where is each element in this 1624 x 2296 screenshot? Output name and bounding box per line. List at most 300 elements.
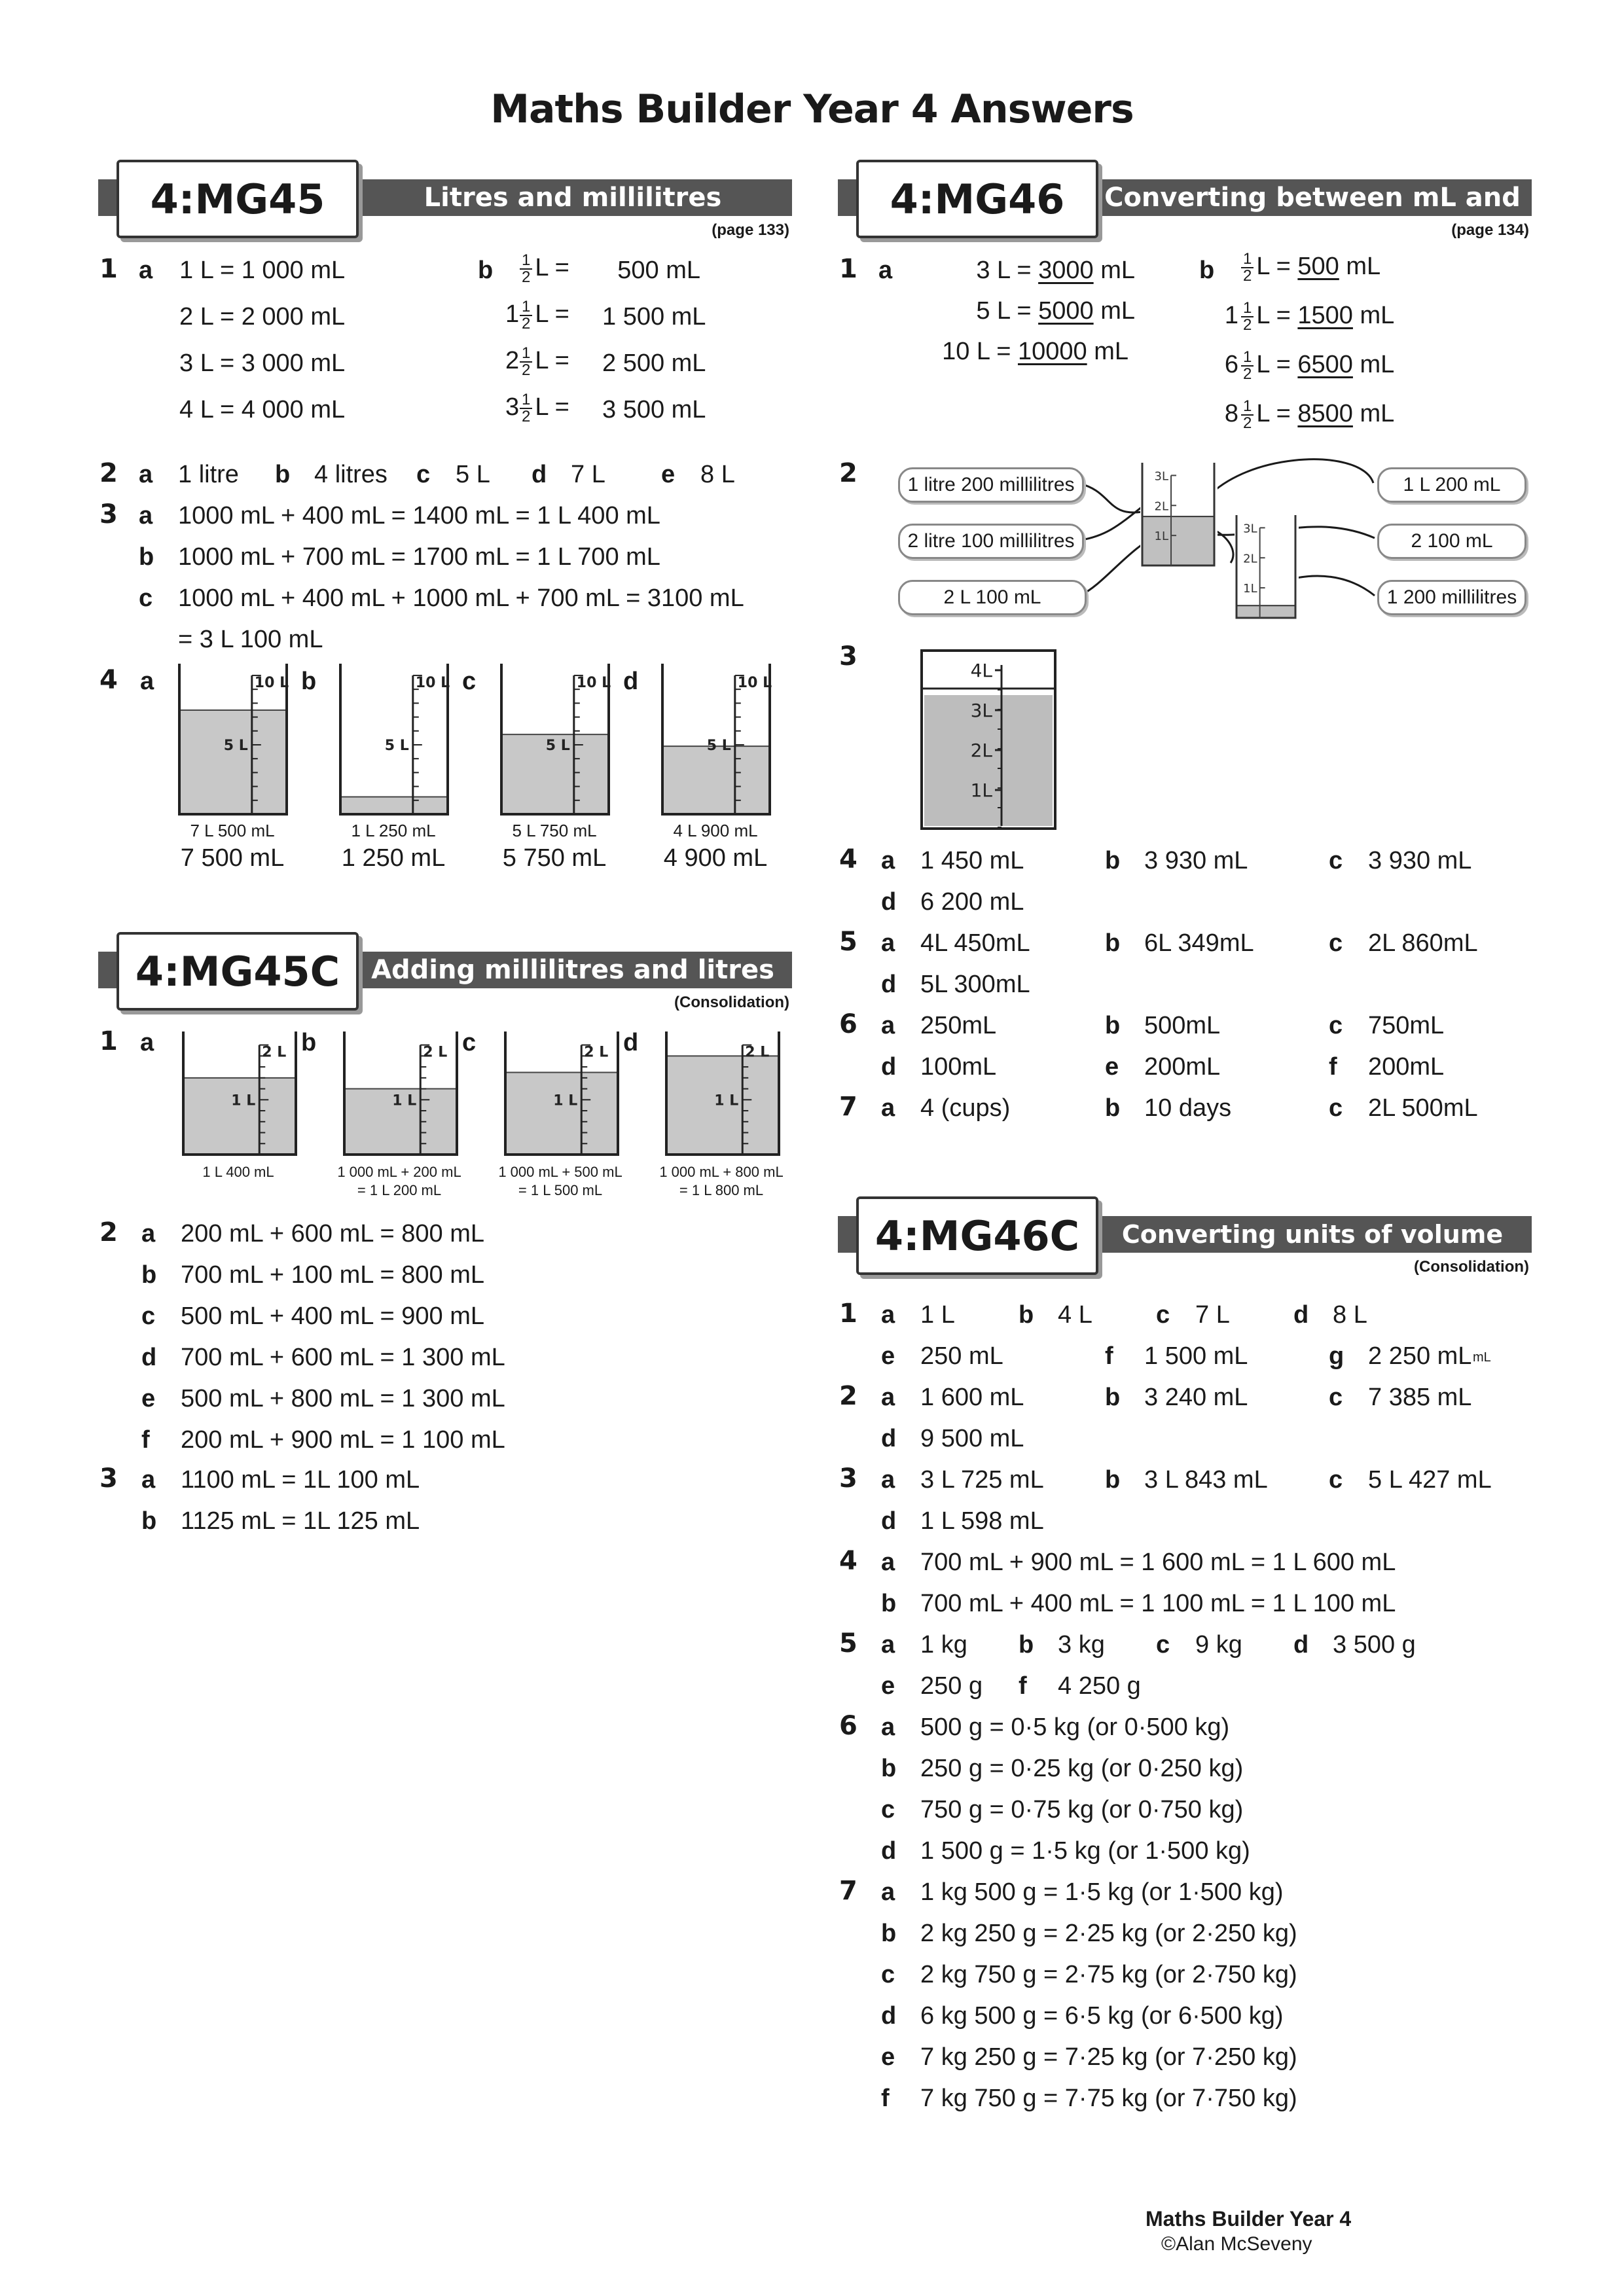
- answer-text: 7 500 mL: [180, 844, 285, 872]
- part-label: b: [301, 668, 317, 695]
- answer-value: 10000: [1017, 338, 1087, 365]
- section-code: 4:MG45C: [117, 932, 359, 1011]
- answer-value: 3000: [1038, 257, 1094, 284]
- answer-text: L =: [535, 347, 569, 375]
- answer-text: 7 385 mL: [1368, 1384, 1472, 1411]
- scale-label-mid: 5 L: [223, 737, 248, 754]
- answer-text: 200 mL + 900 mL = 1 100 mL: [181, 1426, 505, 1454]
- match-pill-right: 1 L 200 mL: [1377, 467, 1526, 503]
- answer-text: L =: [1256, 302, 1298, 330]
- page-title: Maths Builder Year 4 Answers: [490, 86, 1134, 132]
- part-label: c: [1329, 1012, 1343, 1039]
- part-label: f: [1019, 1672, 1027, 1700]
- answer-text: 700 mL + 100 mL = 800 mL: [181, 1261, 485, 1289]
- scale-label-mid: 1 L: [231, 1092, 256, 1109]
- page-reference: (page 133): [712, 221, 789, 239]
- part-label: e: [141, 1385, 156, 1412]
- part-label: c: [139, 584, 153, 612]
- part-label: d: [881, 1425, 897, 1452]
- answer-value: 6500: [1297, 351, 1353, 379]
- part-label: c: [462, 668, 477, 695]
- answer-value: 8500: [1297, 400, 1353, 428]
- match-pill-left: 1 litre 200 millilitres: [898, 467, 1084, 503]
- section-code: 4:MG45: [117, 160, 359, 238]
- question-number: 2: [99, 1217, 118, 1247]
- jug-caption: = 1 L 800 mL: [679, 1182, 764, 1198]
- footer-copyright: ©Alan McSeveny: [1161, 2233, 1312, 2255]
- answer-text: 4L 450mL: [920, 929, 1030, 957]
- answer-text: L =: [1256, 253, 1298, 281]
- answer-text: 3 500 g: [1333, 1631, 1416, 1659]
- answer-text: 9 kg: [1195, 1631, 1242, 1659]
- answer-text: 3 kg: [1058, 1631, 1105, 1659]
- fraction-numerator: 1: [1241, 350, 1254, 367]
- part-label: d: [623, 668, 639, 695]
- answer-text: 4 250 g: [1058, 1672, 1141, 1700]
- part-label: c: [1329, 929, 1343, 957]
- answer-text: 250 g: [920, 1672, 983, 1700]
- answer-text: 10 days: [1144, 1094, 1232, 1122]
- part-label: d: [881, 1837, 897, 1865]
- liquid-fill: [342, 797, 446, 814]
- answer-text: 6L 349mL: [1144, 929, 1254, 957]
- scale-label-top: 2 L: [262, 1044, 287, 1061]
- answer-text: L =: [535, 393, 569, 422]
- answer-text: 4 L = 4 000 mL: [179, 396, 346, 423]
- fraction: [520, 346, 532, 378]
- answer-text: 2 kg 250 g = 2·25 kg (or 2·250 kg): [920, 1920, 1297, 1947]
- jug-caption: 4 L 900 mL: [673, 821, 758, 840]
- answer-text: 750 g = 0·75 kg (or 0·750 kg): [920, 1796, 1244, 1823]
- answer-text: 8 L: [700, 461, 735, 488]
- fraction: [1241, 350, 1254, 382]
- answer-text: 250 g = 0·25 kg (or 0·250 kg): [920, 1755, 1244, 1782]
- part-label: b: [275, 461, 291, 488]
- answer-text: 1 600 mL: [920, 1384, 1024, 1411]
- answer-text: = 3 L 100 mL: [178, 626, 323, 653]
- answer-text: 7 kg 250 g = 7·25 kg (or 7·250 kg): [920, 2043, 1297, 2071]
- part-label: b: [141, 1507, 157, 1535]
- part-label: f: [881, 2085, 890, 2112]
- scale-label-mid: 1 L: [714, 1092, 739, 1109]
- answer-text: 4 litres: [314, 461, 388, 488]
- question-number: 3: [839, 1463, 857, 1494]
- section-subtitle: Adding millilitres and litres: [371, 955, 774, 985]
- part-label: b: [301, 1029, 317, 1056]
- fraction-denominator: 2: [522, 408, 531, 425]
- answer-text: 1 450 mL: [920, 847, 1024, 874]
- part-label: d: [1293, 1301, 1309, 1329]
- scale-label-top: 10 L: [415, 674, 450, 691]
- scale-label-top: 10 L: [254, 674, 289, 691]
- fraction-numerator: 1: [520, 253, 532, 270]
- part-label: d: [881, 971, 897, 998]
- fraction-numerator: 1: [520, 392, 532, 409]
- answer-text: mL: [1352, 351, 1395, 379]
- part-label: a: [881, 1713, 895, 1741]
- question-number: 2: [839, 1381, 857, 1411]
- answer-text: 3 L 843 mL: [1144, 1466, 1268, 1494]
- part-label: e: [881, 1342, 895, 1370]
- jug-caption: = 1 L 500 mL: [518, 1182, 603, 1198]
- part-label: c: [1329, 1466, 1343, 1494]
- part-label: a: [881, 1301, 895, 1329]
- answer-text: 3 930 mL: [1144, 847, 1248, 874]
- part-label: b: [1019, 1631, 1034, 1659]
- scale-label-top: 2 L: [423, 1044, 448, 1061]
- liquid-fill: [1237, 605, 1295, 618]
- part-label: d: [532, 461, 547, 488]
- answer-text: mL: [1352, 400, 1395, 428]
- answer-text: L =: [535, 254, 569, 282]
- part-label: e: [661, 461, 676, 488]
- answer-text: 200mL: [1144, 1053, 1221, 1081]
- answer-text: mL: [1093, 297, 1135, 325]
- answer-text: 4 900 mL: [663, 844, 768, 872]
- scale-label: 3L: [1243, 522, 1257, 536]
- answer-text: 750mL: [1368, 1012, 1445, 1039]
- part-label: a: [140, 1029, 154, 1056]
- jug-caption: 1 000 mL + 200 mL: [337, 1164, 461, 1180]
- fraction: [520, 392, 532, 425]
- part-label: a: [881, 929, 895, 957]
- fraction-denominator: 2: [522, 268, 531, 286]
- answer-text: 5 750 mL: [502, 844, 607, 872]
- scale-label: 2L: [1243, 552, 1257, 566]
- answer-text: 5L 300mL: [920, 971, 1030, 998]
- whole-number: 8: [1224, 400, 1238, 428]
- answer-row: [1218, 350, 1453, 382]
- answer-text: 1 L = 1 000 mL: [179, 257, 346, 284]
- part-label: c: [462, 1029, 477, 1056]
- part-label: d: [1293, 1631, 1309, 1659]
- answer-text: 8 L: [1333, 1301, 1367, 1329]
- answer-row: [912, 338, 1128, 366]
- part-label: c: [141, 1302, 156, 1330]
- answer-text: 1125 mL = 1L 125 mL: [181, 1507, 420, 1535]
- measuring-jug: [499, 661, 614, 818]
- answer-text: L =: [1256, 400, 1298, 428]
- answer-text: 5 L =: [976, 297, 1039, 325]
- beaker-1: [1140, 461, 1218, 569]
- answer-value: 5000: [1038, 297, 1094, 325]
- answer-text: 2 L = 2 000 mL: [179, 303, 346, 331]
- scale-label-top: 2 L: [745, 1044, 770, 1061]
- question-number: 2: [99, 458, 118, 488]
- part-label: d: [881, 2002, 897, 2030]
- part-label: e: [1105, 1053, 1119, 1081]
- answer-text: 4 (cups): [920, 1094, 1011, 1122]
- question-number: 5: [839, 1628, 857, 1659]
- part-label: a: [141, 1466, 156, 1494]
- jug-caption: 1 000 mL + 500 mL: [498, 1164, 623, 1180]
- question-number: 5: [839, 927, 857, 957]
- question-number: 3: [99, 1463, 118, 1494]
- part-label: a: [881, 1466, 895, 1494]
- scale-label: 3L: [1154, 469, 1169, 484]
- answer-text: 7 L: [1195, 1301, 1230, 1329]
- fraction-numerator: 1: [1241, 251, 1254, 268]
- fraction-denominator: 2: [1243, 365, 1252, 383]
- answer-text: L =: [1256, 351, 1298, 379]
- answer-text: 1100 mL = 1L 100 mL: [181, 1466, 420, 1494]
- scale-label: 1L: [1243, 582, 1257, 596]
- footer-book-title: Maths Builder Year 4: [1146, 2207, 1352, 2231]
- section-subtitle: Litres and millilitres: [424, 183, 722, 213]
- answer-text: 9 500 mL: [920, 1425, 1024, 1452]
- liquid-fill: [1143, 516, 1214, 565]
- question-number: 1: [839, 254, 857, 284]
- answer-text: 5 L 427 mL: [1368, 1466, 1492, 1494]
- question-number: 6: [839, 1009, 857, 1039]
- part-label: b: [1019, 1301, 1034, 1329]
- question-number: 2: [839, 458, 857, 488]
- part-label: a: [881, 1384, 895, 1411]
- answer-text: 1000 mL + 400 mL + 1000 mL + 700 mL = 3100 mL: [178, 584, 744, 612]
- whole-number: 2: [505, 347, 520, 375]
- answer-text: 1000 mL + 400 mL = 1400 mL = 1 L 400 mL: [178, 502, 660, 529]
- measuring-jug: [181, 1029, 301, 1158]
- whole-number: 3: [505, 393, 520, 422]
- answer-text: mL: [1087, 338, 1128, 365]
- section-code: 4:MG46: [856, 160, 1098, 238]
- answer-text: 100mL: [920, 1053, 997, 1081]
- fraction: [520, 299, 532, 332]
- part-label: a: [881, 847, 895, 874]
- answer-text: 1 250 mL: [341, 844, 446, 872]
- match-pill-left: 2 L 100 mL: [898, 580, 1087, 615]
- question-number: 1: [99, 254, 118, 284]
- part-label: e: [881, 2043, 895, 2071]
- part-label: b: [141, 1261, 157, 1289]
- answer-text: 1 L: [920, 1301, 955, 1329]
- part-label: a: [141, 1220, 156, 1247]
- liquid-fill: [181, 710, 285, 814]
- answer-text: 3 240 mL: [1144, 1384, 1248, 1411]
- fraction-denominator: 2: [522, 315, 531, 332]
- jug-caption: 5 L 750 mL: [512, 821, 597, 840]
- answer-text: 2 kg 750 g = 2·75 kg (or 2·750 kg): [920, 1961, 1297, 1988]
- scale-label: 1L: [1154, 529, 1169, 544]
- answer-text: 2L 860mL: [1368, 929, 1478, 957]
- jug-caption: 1 L 250 mL: [351, 821, 436, 840]
- answer-row: [1218, 300, 1453, 333]
- page-reference: (Consolidation): [674, 994, 789, 1011]
- fraction: [1241, 300, 1254, 333]
- answer-text: 1 kg 500 g = 1·5 kg (or 1·500 kg): [920, 1878, 1284, 1906]
- part-label: b: [1105, 847, 1121, 874]
- answer-text: 2 250 mL: [1368, 1342, 1472, 1370]
- fraction-numerator: 1: [1241, 300, 1254, 317]
- scale-label: 2L: [1154, 499, 1169, 514]
- scale-label-mid: 1 L: [392, 1092, 417, 1109]
- measuring-jug: [503, 1029, 623, 1158]
- part-label: a: [881, 1878, 895, 1906]
- answer-text: 7 L: [571, 461, 605, 488]
- part-label: b: [1105, 1012, 1121, 1039]
- answer-row: [919, 297, 1135, 325]
- answer-value: 500: [1297, 253, 1339, 281]
- beaker-2: [1235, 513, 1299, 622]
- fraction: [520, 253, 532, 285]
- answer-text: 4 L: [1058, 1301, 1092, 1329]
- part-label: c: [1329, 1094, 1343, 1122]
- part-label: b: [478, 257, 494, 284]
- answer-text: 250mL: [920, 1012, 997, 1039]
- scale-label-top: 2 L: [584, 1044, 609, 1061]
- answer-text: 1 L 598 mL: [920, 1507, 1044, 1535]
- jug-caption: 7 L 500 mL: [190, 821, 275, 840]
- answer-text: 3 930 mL: [1368, 847, 1472, 874]
- answer-text: 2L 500mL: [1368, 1094, 1478, 1122]
- answer-text: 1 500 mL: [1144, 1342, 1248, 1370]
- whole-number: 1: [1224, 302, 1238, 330]
- part-label: c: [1329, 1384, 1343, 1411]
- measuring-jug: [664, 1029, 784, 1158]
- scale-label-top: 10 L: [576, 674, 611, 691]
- liquid-fill: [507, 1072, 617, 1155]
- answer-text: 700 mL + 600 mL = 1 300 mL: [181, 1344, 505, 1371]
- answer-text: 3 L = 3 000 mL: [179, 350, 346, 377]
- whole-number: 6: [1224, 351, 1238, 379]
- answer-text: 500 g = 0·5 kg (or 0·500 kg): [920, 1713, 1230, 1741]
- part-label: b: [881, 1755, 897, 1782]
- answer-value: 1500: [1297, 302, 1353, 330]
- match-pill-right: 2 100 mL: [1377, 524, 1526, 559]
- question-number: 1: [839, 1299, 857, 1329]
- answer-text: mL: [1352, 302, 1395, 330]
- part-label: a: [881, 1549, 895, 1576]
- answer-text: 3 L =: [976, 257, 1039, 284]
- answer-row: [919, 257, 1135, 285]
- measuring-jug-4l: [919, 648, 1059, 833]
- scale-label-mid: 5 L: [706, 737, 731, 754]
- measuring-jug: [338, 661, 453, 818]
- part-label: d: [881, 1507, 897, 1535]
- scale-label: 4L: [970, 660, 992, 681]
- question-number: 4: [839, 844, 857, 874]
- part-label: a: [139, 461, 153, 488]
- part-label: b: [1105, 1384, 1121, 1411]
- part-label: c: [416, 461, 431, 488]
- answer-value: 2 500 mL: [602, 350, 706, 377]
- page-reference: (page 134): [1451, 221, 1529, 239]
- measuring-jug: [177, 661, 292, 818]
- answer-text: 1 litre: [178, 461, 239, 488]
- part-label: d: [141, 1344, 157, 1371]
- answer-text: 700 mL + 900 mL = 1 600 mL = 1 L 600 mL: [920, 1549, 1396, 1576]
- answer-text: 700 mL + 400 mL = 1 100 mL = 1 L 100 mL: [920, 1590, 1396, 1617]
- part-label: f: [1329, 1053, 1337, 1081]
- fraction-denominator: 2: [522, 361, 531, 379]
- answer-text: 500 mL + 400 mL = 900 mL: [181, 1302, 485, 1330]
- scale-label-mid: 1 L: [553, 1092, 578, 1109]
- question-number: 6: [839, 1711, 857, 1741]
- fraction-numerator: 1: [520, 299, 532, 316]
- answer-text: 500 mL + 800 mL = 1 300 mL: [181, 1385, 505, 1412]
- answer-text: 3 L 725 mL: [920, 1466, 1044, 1494]
- answer-row: [1218, 399, 1453, 431]
- scale-label-mid: 5 L: [384, 737, 409, 754]
- part-label: b: [1105, 1094, 1121, 1122]
- answer-text: 1 500 g = 1·5 kg (or 1·500 kg): [920, 1837, 1250, 1865]
- part-label: c: [1156, 1301, 1170, 1329]
- answer-text: 7 kg 750 g = 7·75 kg (or 7·750 kg): [920, 2085, 1297, 2112]
- scale-label-top: 10 L: [737, 674, 772, 691]
- answer-text: 5 L: [456, 461, 490, 488]
- part-label: c: [881, 1961, 895, 1988]
- match-pill-left: 2 litre 100 millilitres: [898, 524, 1084, 559]
- section-subtitle: Converting units of volume and mass: [1121, 1220, 1504, 1285]
- answer-value: 500 mL: [617, 257, 700, 284]
- scale-label: 2L: [970, 740, 992, 761]
- part-label: b: [1105, 929, 1121, 957]
- part-label: c: [1329, 847, 1343, 874]
- answer-text: 1 kg: [920, 1631, 967, 1659]
- answer-row: [1218, 251, 1453, 284]
- whole-number: 1: [505, 300, 520, 329]
- question-number: 4: [99, 665, 118, 695]
- scale-label: 1L: [970, 780, 992, 801]
- part-label: f: [141, 1426, 150, 1454]
- part-label: e: [881, 1672, 895, 1700]
- jug-caption: 1 000 mL + 800 mL: [659, 1164, 784, 1180]
- part-label: a: [139, 502, 153, 529]
- question-number: 7: [839, 1876, 857, 1906]
- answer-value: 1 500 mL: [602, 303, 706, 331]
- part-label: b: [1199, 257, 1215, 284]
- answer-text: 250 mL: [920, 1342, 1003, 1370]
- jug-caption: = 1 L 200 mL: [357, 1182, 442, 1198]
- question-number: 3: [839, 641, 857, 672]
- part-label: b: [881, 1920, 897, 1947]
- question-number: 3: [99, 499, 118, 529]
- part-label: c: [881, 1796, 895, 1823]
- page-reference: (Consolidation): [1414, 1258, 1529, 1276]
- answer-text: mL: [1339, 253, 1381, 281]
- part-label: b: [881, 1590, 897, 1617]
- answer-text: 6 kg 500 g = 6·5 kg (or 6·500 kg): [920, 2002, 1284, 2030]
- fraction-denominator: 2: [1243, 316, 1252, 334]
- fraction-denominator: 2: [1243, 267, 1252, 285]
- answer-text: 10 L =: [942, 338, 1018, 365]
- part-label: d: [881, 888, 897, 916]
- answer-text: 200mL: [1368, 1053, 1445, 1081]
- answer-text: L =: [535, 300, 569, 329]
- jug-caption: 1 L 400 mL: [202, 1164, 274, 1180]
- part-label: c: [1156, 1631, 1170, 1659]
- question-number: 1: [99, 1026, 118, 1056]
- part-label: g: [1329, 1342, 1344, 1370]
- part-label: a: [881, 1012, 895, 1039]
- part-label: a: [140, 668, 154, 695]
- fraction-numerator: 1: [520, 346, 532, 363]
- fraction: [1241, 251, 1254, 284]
- fraction-numerator: 1: [1241, 399, 1254, 416]
- scale-label-mid: 5 L: [545, 737, 570, 754]
- part-label: b: [1105, 1466, 1121, 1494]
- part-label: d: [623, 1029, 639, 1056]
- measuring-jug: [342, 1029, 462, 1158]
- question-number: 4: [839, 1546, 857, 1576]
- answer-text: mL: [1093, 257, 1135, 284]
- stray-unit-label: mL: [1473, 1350, 1491, 1365]
- match-pill-right: 1 200 millilitres: [1377, 580, 1526, 615]
- part-label: b: [139, 543, 154, 571]
- part-label: f: [1105, 1342, 1113, 1370]
- question-number: 7: [839, 1092, 857, 1122]
- answer-text: 6 200 mL: [920, 888, 1024, 916]
